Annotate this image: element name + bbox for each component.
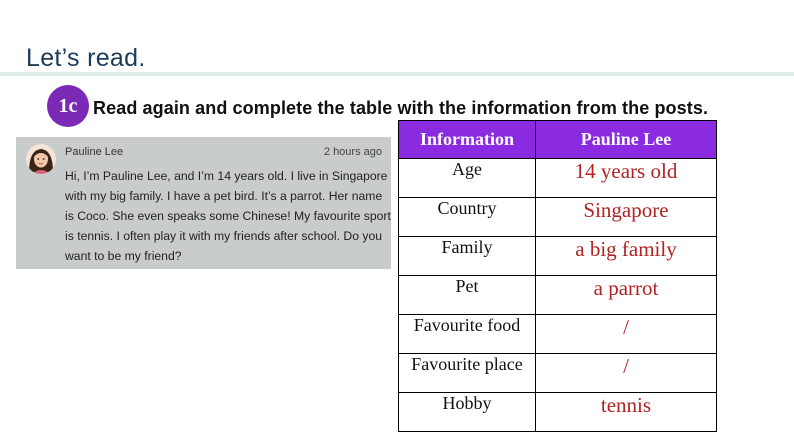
header-information: Information (399, 121, 536, 159)
table-row (399, 198, 717, 237)
row-label-hobby: Hobby (399, 393, 536, 432)
row-value-pet: a parrot (536, 276, 717, 315)
lesson-title: Let’s read. (26, 44, 146, 72)
row-label-pet: Pet (399, 276, 536, 315)
title-divider (0, 72, 794, 76)
post-line: Hi, I’m Pauline Lee, and I’m 14 years old. I live in Singapore (65, 169, 388, 183)
table-row (399, 276, 717, 315)
table-row (399, 315, 717, 354)
table-header-row (399, 121, 717, 159)
social-post (16, 137, 391, 269)
post-line: with my big family. I have a pet bird. It’s a parrot. Her name (65, 189, 383, 203)
table-row (399, 237, 717, 276)
row-label-favourite-place: Favourite place (399, 354, 536, 393)
post-body (65, 166, 391, 266)
row-value-country: Singapore (536, 198, 717, 237)
header-person: Pauline Lee (536, 121, 717, 159)
task-instruction: Read again and complete the table with the information from the posts. (93, 98, 709, 118)
post-line: want to be my friend? (65, 249, 182, 263)
row-value-age: 14 years old (536, 159, 717, 198)
information-table (398, 120, 717, 432)
table-row (399, 354, 717, 393)
row-label-age: Age (399, 159, 536, 198)
post-line: is tennis. I often play it with my friends after school. Do you (65, 229, 383, 243)
row-value-favourite-food: / (536, 315, 717, 354)
post-author: Pauline Lee (65, 146, 124, 158)
row-label-country: Country (399, 198, 536, 237)
post-timestamp: 2 hours ago (323, 146, 382, 158)
avatar (26, 144, 56, 174)
row-label-favourite-food: Favourite food (399, 315, 536, 354)
table-row (399, 159, 717, 198)
task-badge: 1c (47, 85, 89, 127)
row-value-hobby: tennis (536, 393, 717, 432)
row-label-family: Family (399, 237, 536, 276)
row-value-favourite-place: / (536, 354, 717, 393)
table-row (399, 393, 717, 432)
row-value-family: a big family (536, 237, 717, 276)
post-line: is Coco. She even speaks some Chinese! My favourite sport (65, 209, 391, 223)
